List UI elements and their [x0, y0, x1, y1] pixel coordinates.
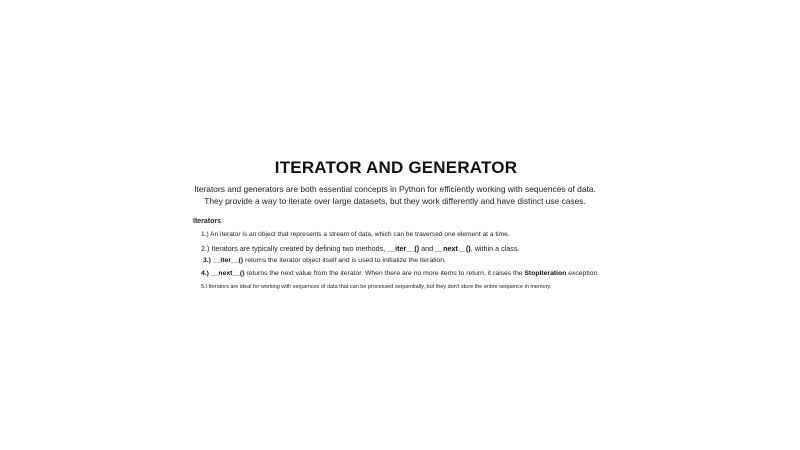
list-item-2-mid: and: [419, 244, 436, 253]
list-item-3-number: 3.): [203, 257, 211, 264]
intro-paragraph: [150, 184, 640, 207]
list-item-4: [201, 270, 599, 277]
intro-line-1: Iterators and generators are both essential concepts in Python for efficiently working with sequences of data.: [194, 184, 596, 194]
list-item-2-suffix: , within a class.: [470, 244, 520, 253]
list-item-2: [201, 244, 519, 253]
exception-name: StopIteration: [524, 270, 567, 277]
method-name-iter: __iter__(): [210, 257, 244, 264]
list-item-5-text: 5.I Iterators are ideal for working with sequences of data that can be processed sequentially, but they don't store the entire sequence in memory.: [201, 284, 552, 290]
section-heading-text: Iterators: [193, 218, 222, 225]
list-item-5: [201, 284, 551, 290]
method-name-next: __next__(): [435, 244, 471, 253]
list-item-1-text: 1.) An iterator is an object that represents a stream of data, which can be traversed one element at a time.: [201, 231, 510, 238]
list-item-1: [201, 231, 510, 238]
slide-title: ITERATOR AND GENERATOR: [274, 158, 518, 177]
method-name-iter: __iter__(): [387, 244, 420, 253]
list-item-4-number: 4.): [201, 270, 209, 277]
list-item-2-prefix: 2.) Iterators are typically created by defining two methods,: [201, 244, 388, 253]
method-name-next: __next__(): [208, 270, 245, 277]
intro-line-2: They provide a way to iterate over large datasets, but they work differently and have distinct use cases.: [204, 195, 586, 206]
section-heading-iterators: [193, 218, 223, 225]
section-heading-colon: :: [221, 218, 223, 225]
list-item-4-suffix: exception.: [566, 270, 600, 277]
list-item-3-text: returns the iterator object itself and is used to initialize the iteration.: [243, 257, 446, 264]
list-item-3: [203, 257, 446, 264]
list-item-4-text: returns the next value from the iterator. When there are no more items to return, it raises the: [244, 270, 525, 277]
